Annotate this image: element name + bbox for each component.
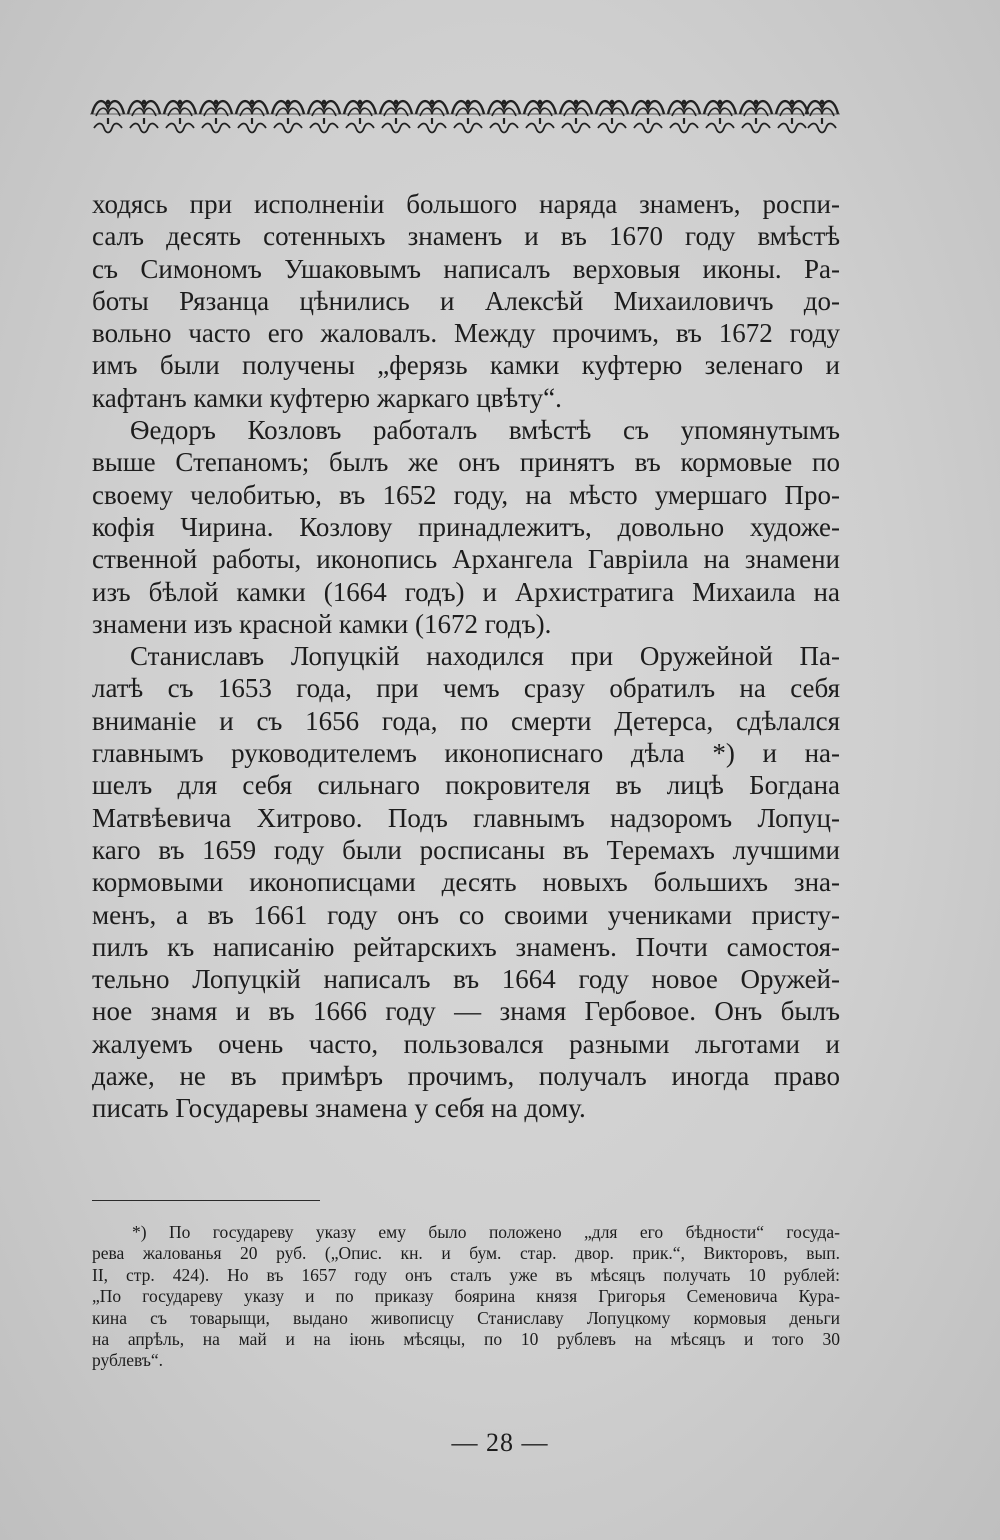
footnote-line: рублевъ“. xyxy=(92,1350,164,1371)
body-line: ственной работы, иконопись Архангела Гавріила на знамени xyxy=(92,544,840,575)
body-line: вниманіе и съ 1656 года, по смерти Детерса, сдѣлался xyxy=(92,705,840,736)
body-line: шелъ для себя сильнаго покровителя въ лицѣ Богдана xyxy=(92,770,840,801)
body-text xyxy=(92,188,840,1125)
body-line: даже, не въ примѣръ прочимъ, получалъ иногда право xyxy=(92,1061,840,1092)
body-line: знамени изъ красной камки (1672 годъ). xyxy=(92,608,552,639)
body-line: Матвѣевича Хитрово. Подъ главнымъ надзоромъ Лопуц- xyxy=(92,802,840,833)
body-line: писать Государевы знамена у себя на дому. xyxy=(92,1093,586,1124)
body-line: кормовыми иконописцами десять новыхъ большихъ зна- xyxy=(92,867,840,898)
page-number: — 28 — xyxy=(451,1428,549,1457)
body-line: съ Симономъ Ушаковымъ написалъ верховыя иконы. Ра- xyxy=(92,253,840,284)
footnote-line: рева жалованья 20 руб. („Опис. кн. и бум. стар. двор. прик.“, Викторовъ, вып. xyxy=(92,1243,840,1264)
body-line: ное знамя и въ 1666 году — знамя Гербовое. Онъ былъ xyxy=(92,996,840,1027)
footnote-line: II, стр. 424). Но въ 1657 году онъ сталъ уже въ мѣсяцъ получать 10 рублей: xyxy=(92,1264,840,1285)
body-line: латѣ съ 1653 года, при чемъ сразу обратилъ на себя xyxy=(92,673,840,704)
footnote-line: кина съ товарыщи, выдано живописцу Станиславу Лопуцкому кормовыя деньги xyxy=(92,1307,840,1328)
body-line: имъ были получены „ферязь камки куфтерю зеленаго и xyxy=(92,350,840,381)
body-line: пилъ къ написанію рейтарскихъ знаменъ. Почти самостоя- xyxy=(92,931,840,962)
body-line: вольно часто его жаловалъ. Между прочимъ, въ 1672 году xyxy=(92,318,840,349)
body-line: кафтанъ камки куфтерю жаркаго цвѣту“. xyxy=(92,382,562,413)
footnote-line: *) По государеву указу ему было положено „для его бѣдности“ госуда- xyxy=(132,1222,840,1242)
body-line: своему челобитью, въ 1652 году, на мѣсто умершаго Про- xyxy=(92,479,840,510)
footnote-divider xyxy=(92,1200,320,1201)
body-line: кофія Чирина. Козлову принадлежитъ, довольно художе- xyxy=(92,511,840,542)
body-line: тельно Лопуцкій написалъ въ 1664 году новое Оружей- xyxy=(92,964,840,995)
body-line: менъ, а въ 1661 году онъ со своими учениками присту- xyxy=(92,899,840,930)
body-line: боты Рязанца цѣнились и Алексѣй Михаиловичъ до- xyxy=(92,285,840,316)
footnote xyxy=(92,1222,840,1372)
body-line: ходясь при исполненіи большого наряда знаменъ, роспи- xyxy=(92,189,840,219)
body-line: салъ десять сотенныхъ знаменъ и въ 1670 году вмѣстѣ xyxy=(92,221,840,252)
footnote-line: „По государеву указу и по приказу боярина князя Григорья Семеновича Кура- xyxy=(92,1286,840,1307)
header-ornament-icon xyxy=(90,94,840,136)
body-line: изъ бѣлой камки (1664 годъ) и Архистратига Михаила на xyxy=(92,576,840,607)
body-line: главнымъ руководителемъ иконописнаго дѣла *) и на- xyxy=(92,738,840,769)
body-line: жалуемъ очень часто, пользовался разными льготами и xyxy=(92,1028,840,1059)
body-line: Станиславъ Лопуцкій находился при Оружейной Па- xyxy=(130,641,840,672)
body-line: выше Степаномъ; былъ же онъ принятъ въ кормовые по xyxy=(92,447,840,478)
body-line: Ѳедоръ Козловъ работалъ вмѣстѣ съ упомянутымъ xyxy=(130,415,840,446)
body-line: каго въ 1659 году были росписаны въ Теремахъ лучшими xyxy=(92,834,840,865)
footnote-line: на апрѣль, на май и на іюнь мѣсяцы, по 10 рублевъ на мѣсяцъ и того 30 xyxy=(92,1328,840,1349)
